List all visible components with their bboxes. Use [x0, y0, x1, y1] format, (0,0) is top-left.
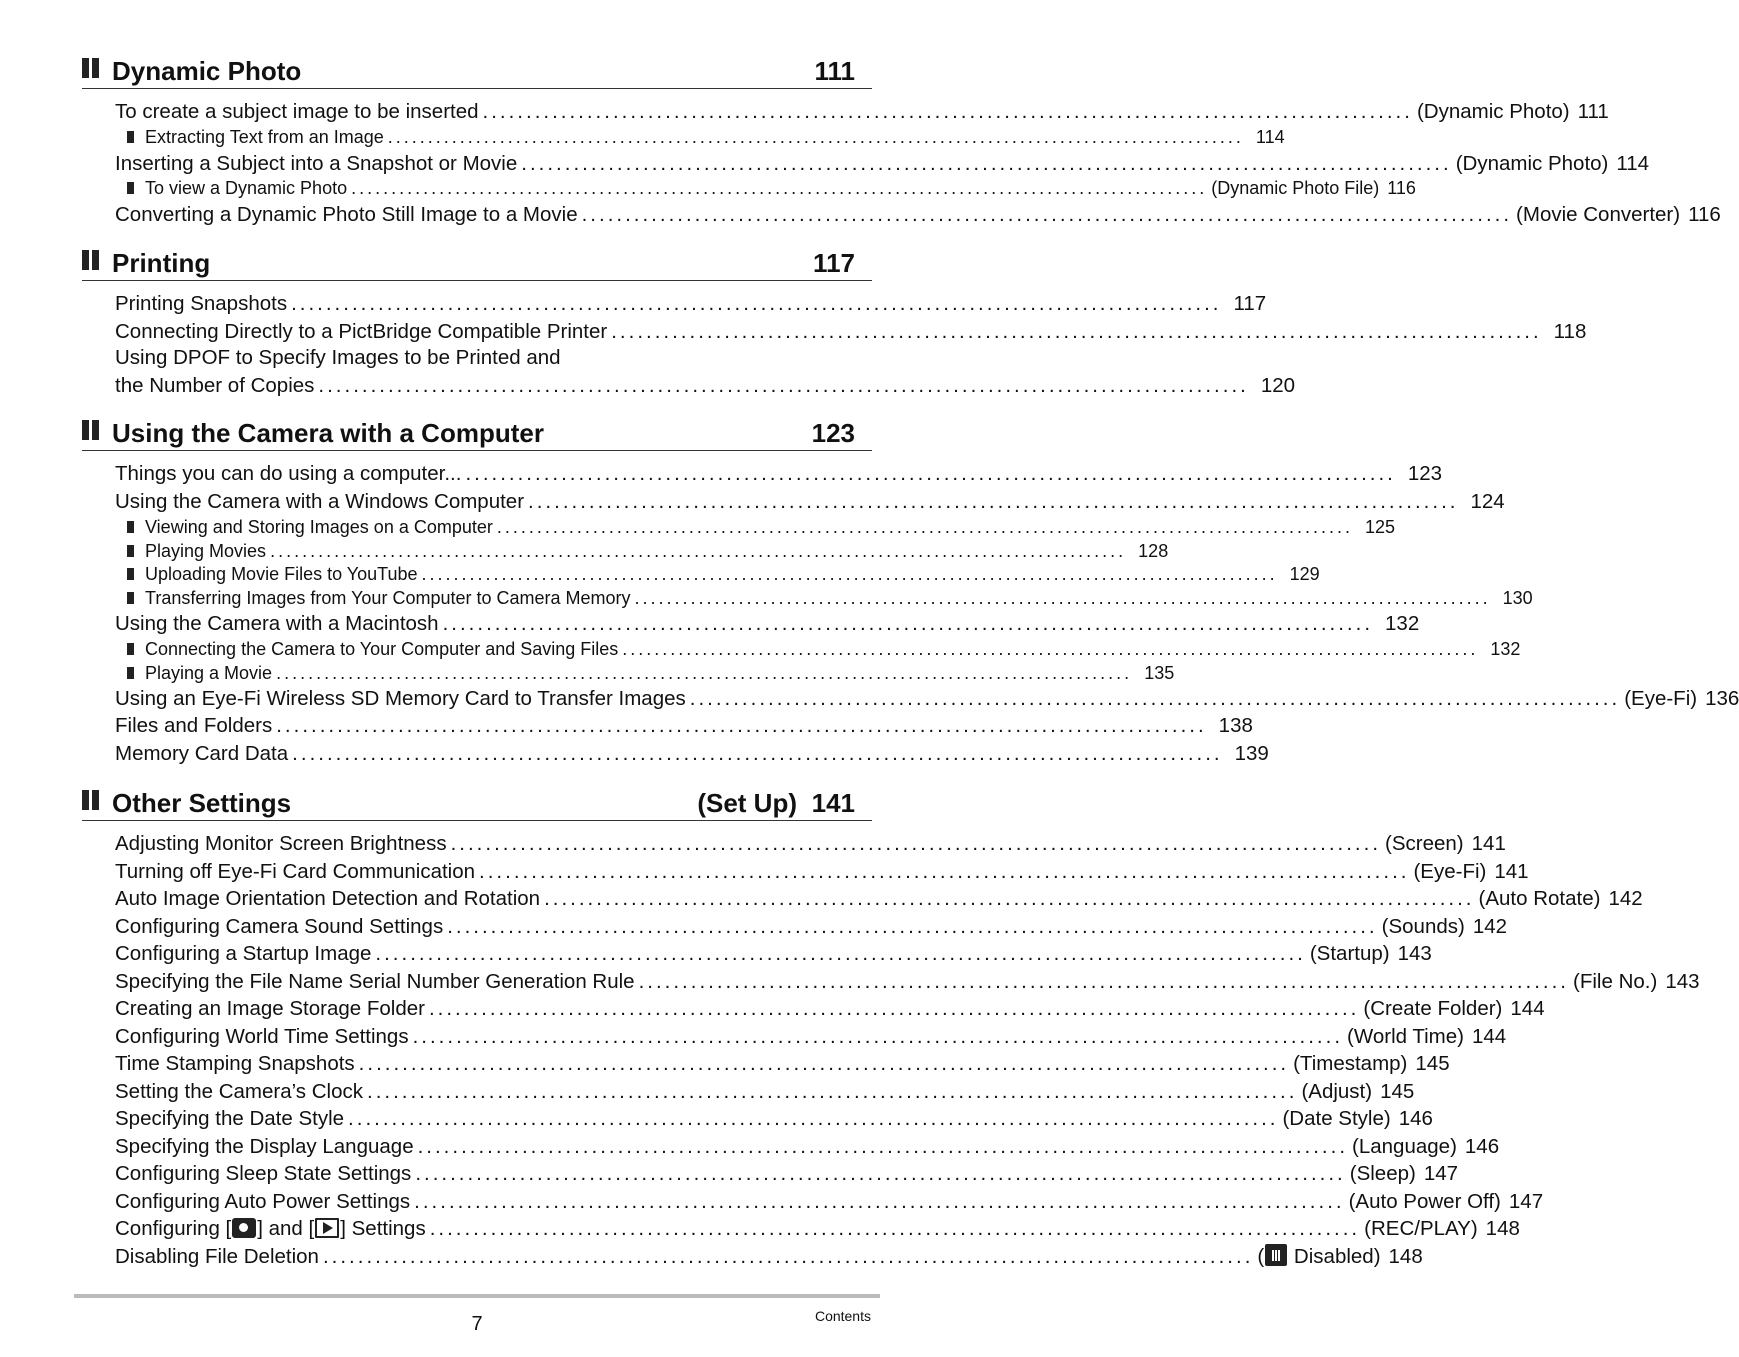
entry-setting: (Screen)	[1385, 832, 1464, 855]
entry-text: Using the Camera with a Windows Computer	[115, 490, 525, 513]
entry-page: 120	[1260, 374, 1296, 397]
toc-subentry[interactable]	[115, 177, 1416, 199]
toc-entry[interactable]	[115, 98, 1609, 124]
entry-page: 148	[1388, 1244, 1423, 1268]
entry-page: 138	[1218, 714, 1253, 737]
entry-page: 124	[1470, 490, 1505, 513]
entry-setting: (Auto Power Off)	[1348, 1189, 1501, 1213]
toc-entry[interactable]	[115, 740, 1269, 766]
section-header	[82, 780, 872, 821]
entry-text: Uploading Movie Files to YouTube	[145, 564, 418, 584]
entry-text-line1[interactable]: Using DPOF to Specify Images to be Printed and	[115, 346, 561, 369]
entry-page: 125	[1364, 517, 1396, 537]
toc-entry[interactable]	[115, 968, 1700, 994]
leader-dots: ...........................................................................................................	[318, 374, 1249, 397]
section-page[interactable]: 117	[813, 248, 855, 278]
entry-text: Using an Eye-Fi Wireless SD Memory Card to Transfer Images	[115, 687, 686, 710]
entry-page: 143	[1397, 942, 1432, 965]
entry-setting: (File No.)	[1573, 969, 1658, 993]
entry-text: Configuring Sleep State Settings	[115, 1162, 412, 1185]
entry-page: 128	[1138, 541, 1169, 561]
leader-dots: ...........................................................................................................	[387, 127, 1244, 147]
entry-page: 111	[1577, 100, 1609, 123]
entry-page: 142	[1472, 914, 1508, 938]
toc-subentry[interactable]	[115, 587, 1533, 609]
entry-setting: (Date Style)	[1282, 1107, 1391, 1130]
toc-entry[interactable]	[115, 1160, 1459, 1186]
toc-entry[interactable]	[115, 685, 1739, 711]
entry-text: Configuring World Time Settings	[115, 1024, 409, 1048]
entry-text: Inserting a Subject into a Snapshot or Movie	[115, 152, 518, 175]
leader-dots: ...........................................................................................................	[292, 742, 1223, 765]
entry-setting: (Dynamic Photo File)	[1211, 178, 1380, 198]
leader-dots: ...........................................................................................................	[351, 178, 1208, 198]
leader-dots: ...........................................................................................................	[521, 152, 1452, 175]
toc-entry[interactable]	[115, 372, 1296, 398]
bullet-icon	[127, 667, 134, 679]
toc-entry[interactable]	[115, 488, 1505, 514]
entry-text: Specifying the Date Style	[115, 1107, 345, 1130]
entry-setting: (Dynamic Photo)	[1416, 100, 1570, 123]
entry-text: Disabling File Deletion	[115, 1244, 319, 1268]
leader-dots: ...........................................................................................................	[367, 1079, 1298, 1103]
entry-page: 146	[1464, 1134, 1500, 1158]
entry-text: Using the Camera with a Macintosh	[115, 612, 439, 635]
toc-entry[interactable]	[115, 858, 1529, 884]
toc-entry[interactable]	[115, 1050, 1450, 1076]
section-page[interactable]: 123	[811, 418, 855, 448]
trash-icon	[1265, 1244, 1287, 1266]
entry-text: To create a subject image to be inserted	[115, 100, 479, 123]
toc-subentry[interactable]	[115, 638, 1521, 660]
section-page[interactable]: 111	[814, 56, 855, 86]
entry-text: Time Stamping Snapshots	[115, 1052, 355, 1075]
section-marker-icon	[82, 58, 100, 78]
leader-dots: ...........................................................................................................	[358, 1052, 1290, 1075]
leader-dots: ...........................................................................................................	[276, 663, 1133, 683]
entry-text: Transferring Images from Your Computer to Camera Memory	[145, 588, 631, 608]
entry-text: Printing Snapshots	[115, 292, 288, 315]
entry-setting: (Timestamp)	[1293, 1052, 1408, 1075]
entry-text: Configuring [ ] and [ ] Settings	[115, 1217, 426, 1240]
entry-text: Adjusting Monitor Screen Brightness	[115, 832, 447, 855]
leader-dots: ...........................................................................................................	[581, 203, 1513, 226]
contents-link[interactable]: Contents	[814, 1308, 871, 1324]
toc-entry[interactable]	[115, 201, 1721, 227]
section-header	[82, 410, 872, 451]
entry-setting: (World Time)	[1347, 1024, 1464, 1048]
section-marker-icon	[82, 790, 100, 810]
entry-setting: (Movie Converter)	[1516, 203, 1681, 226]
entry-setting: ( Disabled)	[1257, 1244, 1381, 1268]
entry-page: 129	[1289, 564, 1320, 584]
entry-text: Things you can do using a computer...	[115, 462, 462, 485]
entry-page: 118	[1553, 320, 1587, 343]
entry-setting: (Sounds)	[1381, 914, 1465, 938]
section-computer	[82, 410, 1739, 765]
toc-subentry[interactable]	[115, 540, 1169, 562]
camera-icon	[232, 1218, 256, 1238]
entry-text: Memory Card Data	[115, 742, 289, 765]
entry-text: Configuring Camera Sound Settings	[115, 914, 444, 938]
section-header	[82, 48, 872, 89]
section-marker-icon	[82, 420, 100, 440]
entry-setting: (Adjust)	[1301, 1079, 1373, 1103]
entry-page: 144	[1471, 1024, 1507, 1048]
toc-entry[interactable]	[115, 1133, 1500, 1159]
leader-dots: ...........................................................................................................	[348, 1107, 1279, 1130]
entry-page: 116	[1688, 203, 1721, 226]
toc-entry[interactable]	[115, 995, 1545, 1021]
entry-text: To view a Dynamic Photo	[145, 178, 348, 198]
bullet-icon	[127, 182, 134, 194]
section-title[interactable]: Printing	[112, 248, 211, 278]
leader-dots: ...........................................................................................................	[479, 859, 1410, 883]
leader-dots: ...........................................................................................................	[415, 1162, 1346, 1185]
entry-page: 146	[1398, 1107, 1433, 1130]
entry-setting: (Auto Rotate)	[1478, 887, 1601, 910]
section-subtitle: (Set Up)	[697, 788, 797, 818]
entry-text: Files and Folders	[115, 714, 273, 737]
bullet-icon	[127, 592, 134, 604]
leader-dots: ...........................................................................................................	[428, 997, 1360, 1020]
entry-page: 141	[1471, 832, 1506, 855]
leader-dots: ...........................................................................................................	[450, 832, 1382, 855]
toc-subentry[interactable]	[115, 516, 1396, 538]
toc-entry[interactable]	[115, 712, 1253, 738]
entry-setting: (Dynamic Photo)	[1455, 152, 1609, 175]
entry-page: 145	[1380, 1079, 1415, 1103]
leader-dots: ...........................................................................................................	[414, 1189, 1345, 1213]
entry-page: 141	[1494, 859, 1529, 883]
leader-dots: ...........................................................................................................	[429, 1217, 1361, 1240]
entry-setting: (Eye-Fi)	[1624, 687, 1698, 710]
leader-dots: ...........................................................................................................	[417, 1134, 1349, 1158]
entry-page: 143	[1665, 969, 1700, 993]
leader-dots: ...........................................................................................................	[276, 714, 1207, 737]
leader-dots: ...........................................................................................................	[421, 564, 1278, 584]
toc-entry[interactable]	[115, 940, 1432, 966]
entry-page: 136	[1705, 687, 1739, 710]
leader-dots: ...........................................................................................................	[496, 517, 1353, 537]
entry-text: Creating an Image Storage Folder	[115, 997, 425, 1020]
toc-entry[interactable]	[115, 1188, 1544, 1214]
entry-text: Configuring a Startup Image	[115, 942, 372, 965]
entry-setting: (Sleep)	[1349, 1162, 1416, 1185]
entry-setting: (REC/PLAY)	[1364, 1217, 1478, 1240]
entry-setting: (Startup)	[1309, 942, 1390, 965]
entry-text: Converting a Dynamic Photo Still Image to a Movie	[115, 203, 578, 226]
entry-page: 145	[1415, 1052, 1450, 1075]
entry-page: 147	[1508, 1189, 1544, 1213]
play-icon	[315, 1218, 339, 1238]
entry-text: Setting the Camera’s Clock	[115, 1079, 364, 1103]
toc-entry[interactable]	[115, 318, 1587, 344]
leader-dots: ...........................................................................................................	[611, 320, 1542, 343]
bullet-icon	[127, 545, 134, 557]
toc-entry[interactable]	[115, 150, 1650, 176]
section-dynamic-photo	[82, 48, 1721, 226]
bullet-icon	[127, 568, 134, 580]
toc-subentry[interactable]	[115, 662, 1175, 684]
entry-page: 114	[1255, 127, 1285, 147]
section-printing	[82, 240, 1587, 397]
section-header	[82, 240, 872, 281]
leader-dots: ...........................................................................................................	[638, 969, 1570, 993]
toc-entry[interactable]	[115, 1023, 1507, 1049]
toc-entry[interactable]	[115, 1078, 1415, 1104]
entry-page: 147	[1423, 1162, 1459, 1185]
bullet-icon	[127, 131, 134, 143]
entry-page: 139	[1234, 742, 1269, 765]
leader-dots: ...........................................................................................................	[689, 687, 1621, 710]
entry-text-line2: the Number of Copies	[115, 374, 315, 397]
leader-dots: ...........................................................................................................	[482, 100, 1413, 123]
section-title[interactable]: Dynamic Photo	[112, 56, 302, 86]
entry-page: 123	[1407, 462, 1443, 485]
entry-page: 142	[1608, 887, 1643, 910]
toc-entry[interactable]	[115, 610, 1420, 636]
entry-text: Specifying the File Name Serial Number Generation Rule	[115, 969, 635, 993]
leader-dots: ...........................................................................................................	[622, 639, 1479, 659]
section-marker-icon	[82, 250, 100, 270]
entry-setting: (Eye-Fi)	[1413, 859, 1487, 883]
toc-subentry[interactable]	[115, 563, 1320, 585]
toc-entry[interactable]	[115, 830, 1506, 856]
toc-subentry[interactable]	[115, 126, 1285, 148]
leader-dots: ...........................................................................................................	[375, 942, 1306, 965]
leader-dots: ...........................................................................................................	[528, 490, 1459, 513]
toc-entry[interactable]	[115, 1243, 1423, 1269]
leader-dots: ...........................................................................................................	[322, 1244, 1254, 1268]
leader-dots: ...........................................................................................................	[270, 541, 1127, 561]
toc-entry[interactable]	[115, 885, 1643, 911]
leader-dots: ...........................................................................................................	[544, 887, 1475, 910]
toc-entry[interactable]	[115, 913, 1508, 939]
entry-text: Playing Movies	[145, 541, 267, 561]
entry-text: Turning off Eye-Fi Card Communication	[115, 859, 476, 883]
entry-setting: (Create Folder)	[1363, 997, 1503, 1020]
toc-entry[interactable]	[115, 1105, 1433, 1131]
entry-page: 135	[1144, 663, 1175, 683]
footer-rule	[74, 1294, 880, 1298]
leader-dots: ...........................................................................................................	[412, 1024, 1344, 1048]
entry-text: Playing a Movie	[145, 663, 273, 683]
entry-text: Auto Image Orientation Detection and Rotation	[115, 887, 541, 910]
entry-text: Connecting the Camera to Your Computer and Saving Files	[145, 639, 619, 659]
entry-page: 148	[1485, 1217, 1520, 1240]
entry-text: Viewing and Storing Images on a Computer	[145, 517, 493, 537]
section-title[interactable]: Other Settings	[112, 788, 292, 818]
section-title[interactable]: Using the Camera with a Computer	[112, 418, 544, 448]
entry-text: Connecting Directly to a PictBridge Compatible Printer	[115, 320, 608, 343]
leader-dots: ...........................................................................................................	[465, 462, 1396, 485]
bullet-icon	[127, 643, 134, 655]
leader-dots: ...........................................................................................................	[447, 914, 1378, 938]
leader-dots: ...........................................................................................................	[291, 292, 1222, 315]
entry-page: 114	[1616, 152, 1650, 175]
section-other-settings	[82, 780, 1700, 1268]
entry-page: 116	[1387, 178, 1416, 198]
toc-entry[interactable]	[115, 460, 1443, 486]
page-number: 7	[471, 1313, 483, 1335]
entry-page: 132	[1385, 612, 1420, 635]
entry-page: 144	[1510, 997, 1545, 1020]
section-page[interactable]: 141	[811, 788, 855, 818]
entry-page: 117	[1233, 292, 1267, 315]
toc-entry[interactable]	[115, 1215, 1520, 1241]
bullet-icon	[127, 521, 134, 533]
entry-text: Specifying the Display Language	[115, 1134, 414, 1158]
leader-dots: ...........................................................................................................	[634, 588, 1491, 608]
entry-text: Extracting Text from an Image	[145, 127, 384, 147]
entry-page: 130	[1502, 588, 1533, 608]
leader-dots: ...........................................................................................................	[442, 612, 1374, 635]
entry-setting: (Language)	[1352, 1134, 1457, 1158]
toc-entry[interactable]	[115, 290, 1267, 316]
entry-text: Configuring Auto Power Settings	[115, 1189, 411, 1213]
entry-page: 132	[1490, 639, 1521, 659]
